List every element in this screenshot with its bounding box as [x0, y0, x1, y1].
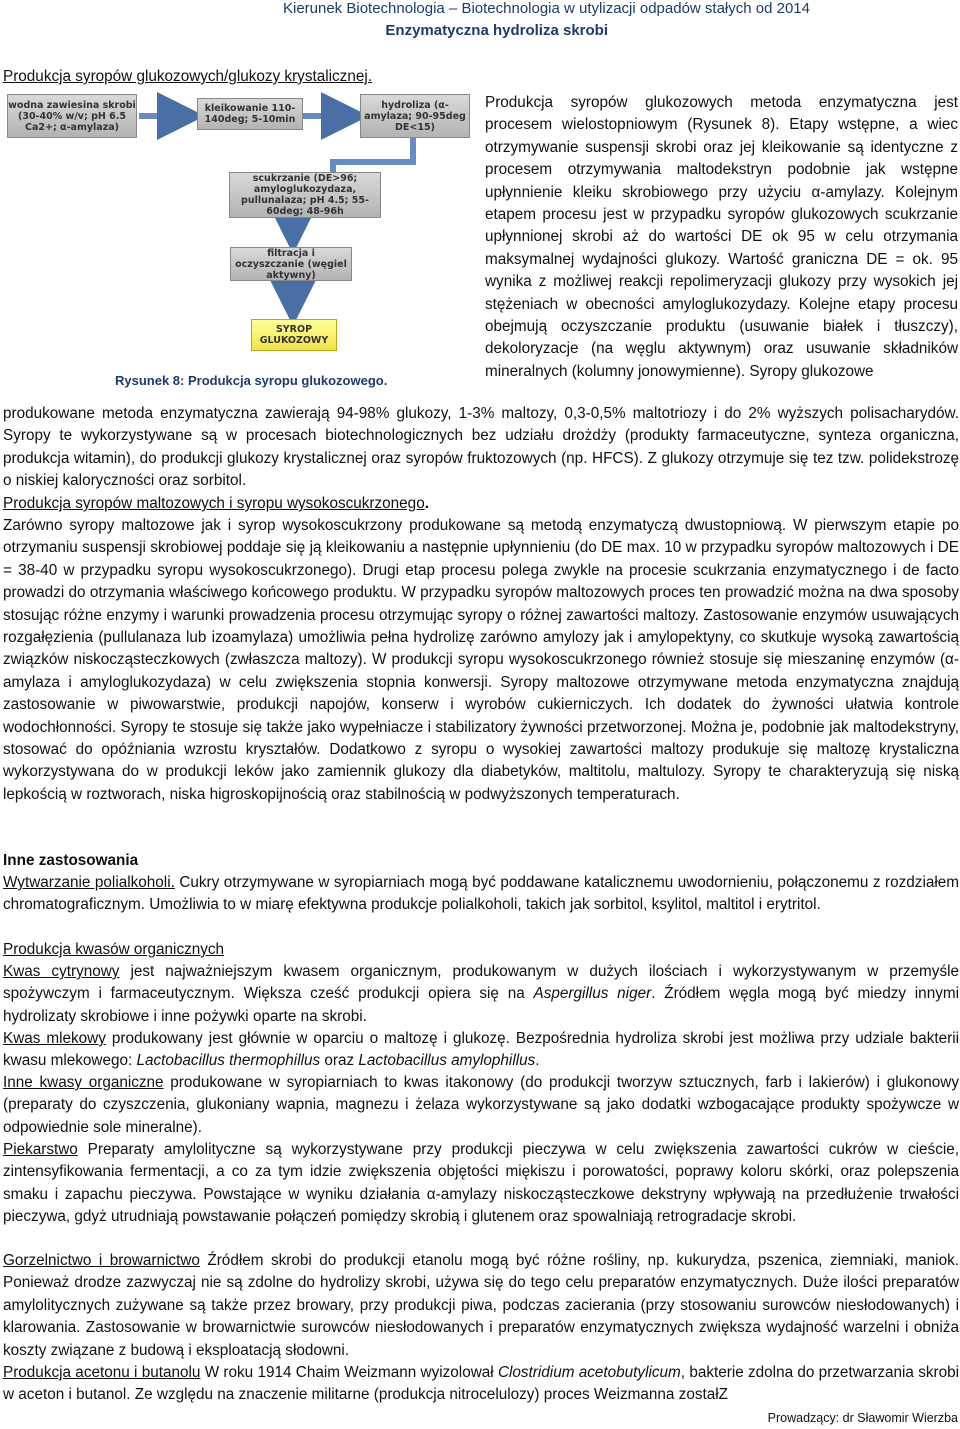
label-other-acids: Inne kwasy organiczne	[3, 1074, 164, 1091]
section2-paragraph: Zarówno syropy maltozowe jak i syrop wysokoscukrzony produkowane są metodą enzymatyczą dwustopniową. W pierwszym etapie po otrzymaniu suspensji skrobiowej poddaje się ją kleikowaniu a następnie upłynnieniu (do DE max. 10 w przypadku syropów maltozowych i DE = 38-40 w przypadku syropu wysokoscukrzonego). Drugi etap procesu polega zwykle na procesie scukrzania enzymatycznego i de facto prowadzi do otrzymania właściwego końcowego produktu. W przypadku syropów maltozowych proces ten prowadzić można na dwa sposoby stosując różne enzymy i warunki prowadzenia procesu otrzymując syropy o różnej zawartości maltozy. Zastosowanie enzymów usuwających rozgałęzienia (pullulanaza lub izoamylaza) umożliwia pełna hydrolizę zarówno amylozy jak i amylopektyny, co skutkuje wysoką zawartością związków niskocząsteczkowych (zwłaszcza maltozy). W produkcji syropu wysokoscukrzonego również stosuje się mieszaninę enzymów (α-amylaza i amyloglukozydaza) w celu zwiększenia stopnia konwersji. Syropy maltozowe otrzymywane metoda enzymatyczna znajdują zastosowanie w piwowarstwie, produkcji napojów, konserw i wyrobów cukierniczych. Ich dodatek do żywności ułatwia kontrole wodochłonności. Syropy te stosuje się także jako wypełniacze i stabilizatory żywności przetworzonej. Można je, podobnie jak maltodekstryny, stosować do opóźniania wzrostu kryształów. Dodatkowo z syropu o wysokiej zawartości maltozy produkuje się maltozę krystaliczna wykorzystywana do w produkcji leków jako zamiennik glukozy dla diabetyków, maltitolu, maltulozy. Syropy te charakteryzują się niską lepkością w roztworach, niska higroskopijnością oraz stabilnością w podwyższonych temperaturach.	[3, 517, 959, 803]
box-hydrolysis: hydroliza (α-amylaza; 90-95deg DE<15)	[360, 94, 470, 138]
text-baking: Preparaty amylolityczne są wykorzystywane przy produkcji pieczywa w celu zwiększenia zawartości cukrów w cieście, zintensyfikowania fermentacji, a co za tym idzie zwiększenia objętości miękiszu i porowatości, poprawy koloru skórki, oraz polepszenia smaku i zapachu pieczywa. Powstające w wyniku działania α-amylazy niskocząsteczkowe dekstryny wpływają na przedłużenie trwałości pieczywa, gdyż utrudniają powstawanie połączeń pomiędzy skrobią i glutenem oraz spowalniają retrogradacje skrobi.	[3, 1141, 959, 1226]
text-polyols: Cukry otrzymywane w syropiarniach mogą być poddawane katalicznemu uwodornieniu, połączonemu z rozdziałem chromatograficznym. Umożliwia to w miarę efektywna produkcje polialkoholi, takich jak sorbitol, ksylitol, maltitol i erytritol.	[3, 874, 959, 914]
label-citric-acid: Kwas cytrynowy	[3, 963, 120, 980]
section3-title: Inne zastosowania	[3, 852, 139, 869]
paragraph-baking	[3, 1139, 959, 1229]
box-gelatinization: kleikowanie 110-140deg; 5-10min	[197, 98, 303, 130]
label-organic-acids: Produkcja kwasów organicznych	[3, 941, 225, 958]
text-lactic-a: produkowany jest głównie w oparciu o maltozę i glukozę. Bezpośrednia hydroliza skrobi jest możliwa przy udziale bakterii kwasu mlekowego:	[3, 1030, 959, 1070]
header-topic-title: Enzymatyczna hydroliza skrobi	[385, 22, 608, 39]
label-acetone: Produkcja acetonu i butanolu	[3, 1364, 201, 1381]
section2-title-text: Produkcja syropów maltozowych i syropu wysokoscukrzonego	[3, 495, 425, 512]
text-lactic-c: .	[535, 1052, 540, 1070]
paragraph-lactic-acid	[3, 1028, 959, 1073]
label-polyols: Wytwarzanie polialkoholi.	[3, 874, 175, 891]
box-filtration: filtracja i oczyszczanie (węgiel aktywny)	[230, 247, 352, 281]
text-other-acids: produkowane w syropiarniach to kwas itakonowy (do produkcji tworzyw sztucznych, farb i lakierów) i glukonowy (preparaty do czyszczenia, glukoniany wapnia, magnezu i żelaza wykorzystywane są jako dodatki wzbogacające produkty spożywcze w odpowiednie sole mineralne).	[3, 1074, 960, 1136]
section2-title	[3, 493, 959, 515]
text-acetone-a: W roku 1914 Chaim Weizmann wyizolował	[200, 1364, 498, 1381]
text-lactic-italic2: Lactobacillus amylophillus	[358, 1052, 536, 1070]
text-citric-italic: Aspergillus niger	[533, 985, 652, 1003]
box-glucose-syrup: SYROP GLUKOZOWY	[251, 319, 337, 351]
section1-title-text: Produkcja syropów glukozowych/glukozy krystalicznej.	[3, 68, 372, 85]
text-acetone-italic: Clostridium acetobutylicum	[497, 1364, 681, 1381]
section2-title-dot: .	[424, 495, 429, 512]
arrow-3	[333, 138, 413, 172]
section1-side-paragraph: Produkcja syropów glukozowych metoda enzymatyczna jest procesem wielostopniowym (Rysunek 8). Etapy wstępne, a wiec otrzymywanie suspensji skrobi oraz jej kleikowanie są identyczne z procesem otrzymywania maltodekstryn podobnie jak wstępne upłynnienie kleiku skrobiowego przy użyciu α-amylazy. Kolejnym etapem procesu jest w przypadku syropów glukozowych scukrzanie upłynnionej skrobi aż do wartości DE ok 95 w celu otrzymania maksymalnej wydajności glukozy. Wartość graniczna DE = ok. 95 wynika z możliwej reakcji repolimeryzacji glukozy przy wysokich jej stężeniach w obecności amyloglukozydazy. Kolejne etapy procesu obejmują oczyszczanie produktu (usuwanie białek i tłuszczy), dekoloryzacje (na węglu aktywnym) oraz usuwanie składników mineralnych (kolumny jonowymienne). Syropy glukozowe	[485, 94, 958, 380]
label-distilling: Gorzelnictwo i browarnictwo	[3, 1252, 200, 1269]
paragraph-other-acids	[3, 1072, 959, 1139]
box-saccharification: scukrzanie (DE>96; amyloglukozydaza, pullunalaza; pH 4.5; 55-60deg; 48-96h	[229, 172, 381, 218]
header-course-title: Kierunek Biotechnologia – Biotechnologia w utylizacji odpadów stałych od 2014	[282, 0, 810, 17]
label-baking: Piekarstwo	[3, 1141, 78, 1158]
text-distilling: Źródłem skrobi do produkcji etanolu mogą być różne rośliny, np. kukurydza, pszenica, ziemniaki, maniok. Ponieważ drodze zazwyczaj nie są zdolne do hydrolizy skrobi, używa się do tego celu preparatów enzymatycznych. Duże ilości preparatów amylolitycznych zużywane są także przez browary, przy produkcji piwa, podczas zacierania (przy stosowaniu surowców niesłodowanych) i klarowania. Zastosowanie w browarnictwie surowców niesłodowanych i preparatów enzymatycznych zwiększa wydajność warzelni i obniża koszty związane z budową i eksploatacją słodowni.	[3, 1252, 959, 1359]
section1-paragraph: produkowane metoda enzymatyczna zawierają 94-98% glukozy, 1-3% maltozy, 0,3-0,5% maltotriozy i do 2% wyższych polisacharydów. Syropy te wykorzystywane są w procesach biotechnologicznych bez udziału drożdży (produkty farmaceutyczne, synteza organiczna, produkcja witamin), do produkcji glukozy krystalicznej oraz syropów fruktozowych (np. HFCS). Z glukozy otrzymuje się tez tzw. polidekstrozę o niskiej kaloryczności oraz sorbitol.	[3, 405, 959, 490]
paragraph-acetone	[3, 1362, 959, 1407]
box-starch-suspension: wodna zawiesina skrobi (30-40% w/v; pH 6.5 Ca2+; α-amylaza)	[7, 94, 137, 138]
section1-title	[3, 66, 959, 88]
paragraph-citric-acid	[3, 961, 959, 1028]
figure-caption: Rysunek 8: Produkcja syropu glukozowego.	[115, 373, 388, 388]
label-lactic-acid: Kwas mlekowy	[3, 1030, 106, 1047]
subheading-organic-acids	[3, 939, 959, 961]
paragraph-polyols	[3, 872, 959, 917]
text-citric-b: . Źródłem węgla mogą być miedzy innymi hydrolizaty skrobiowe i inne pożywki oparte na skrobi.	[3, 985, 959, 1025]
figure-process-diagram	[3, 92, 473, 394]
text-acetone-b: , bakterie zdolna do przetwarzania skrobi w aceton i butanol. Ze względu na znaczenie militarne (produkcja nitrocelulozy) proces Weizmanna zostałZ	[3, 1364, 960, 1404]
paragraph-distilling	[3, 1250, 959, 1362]
footer-instructor: Prowadzący: dr Sławomir Wierzba	[767, 1411, 958, 1425]
text-citric-a: jest najważniejszym kwasem organicznym, produkowanym w dużych ilościach i wykorzystywanym w przemyśle spożywczym i farmaceutycznym. Większa cześć produkcji opiera się na	[3, 963, 959, 1003]
text-lactic-b: oraz	[320, 1052, 359, 1070]
text-lactic-italic1: Lactobacillus thermophillus	[136, 1052, 321, 1070]
